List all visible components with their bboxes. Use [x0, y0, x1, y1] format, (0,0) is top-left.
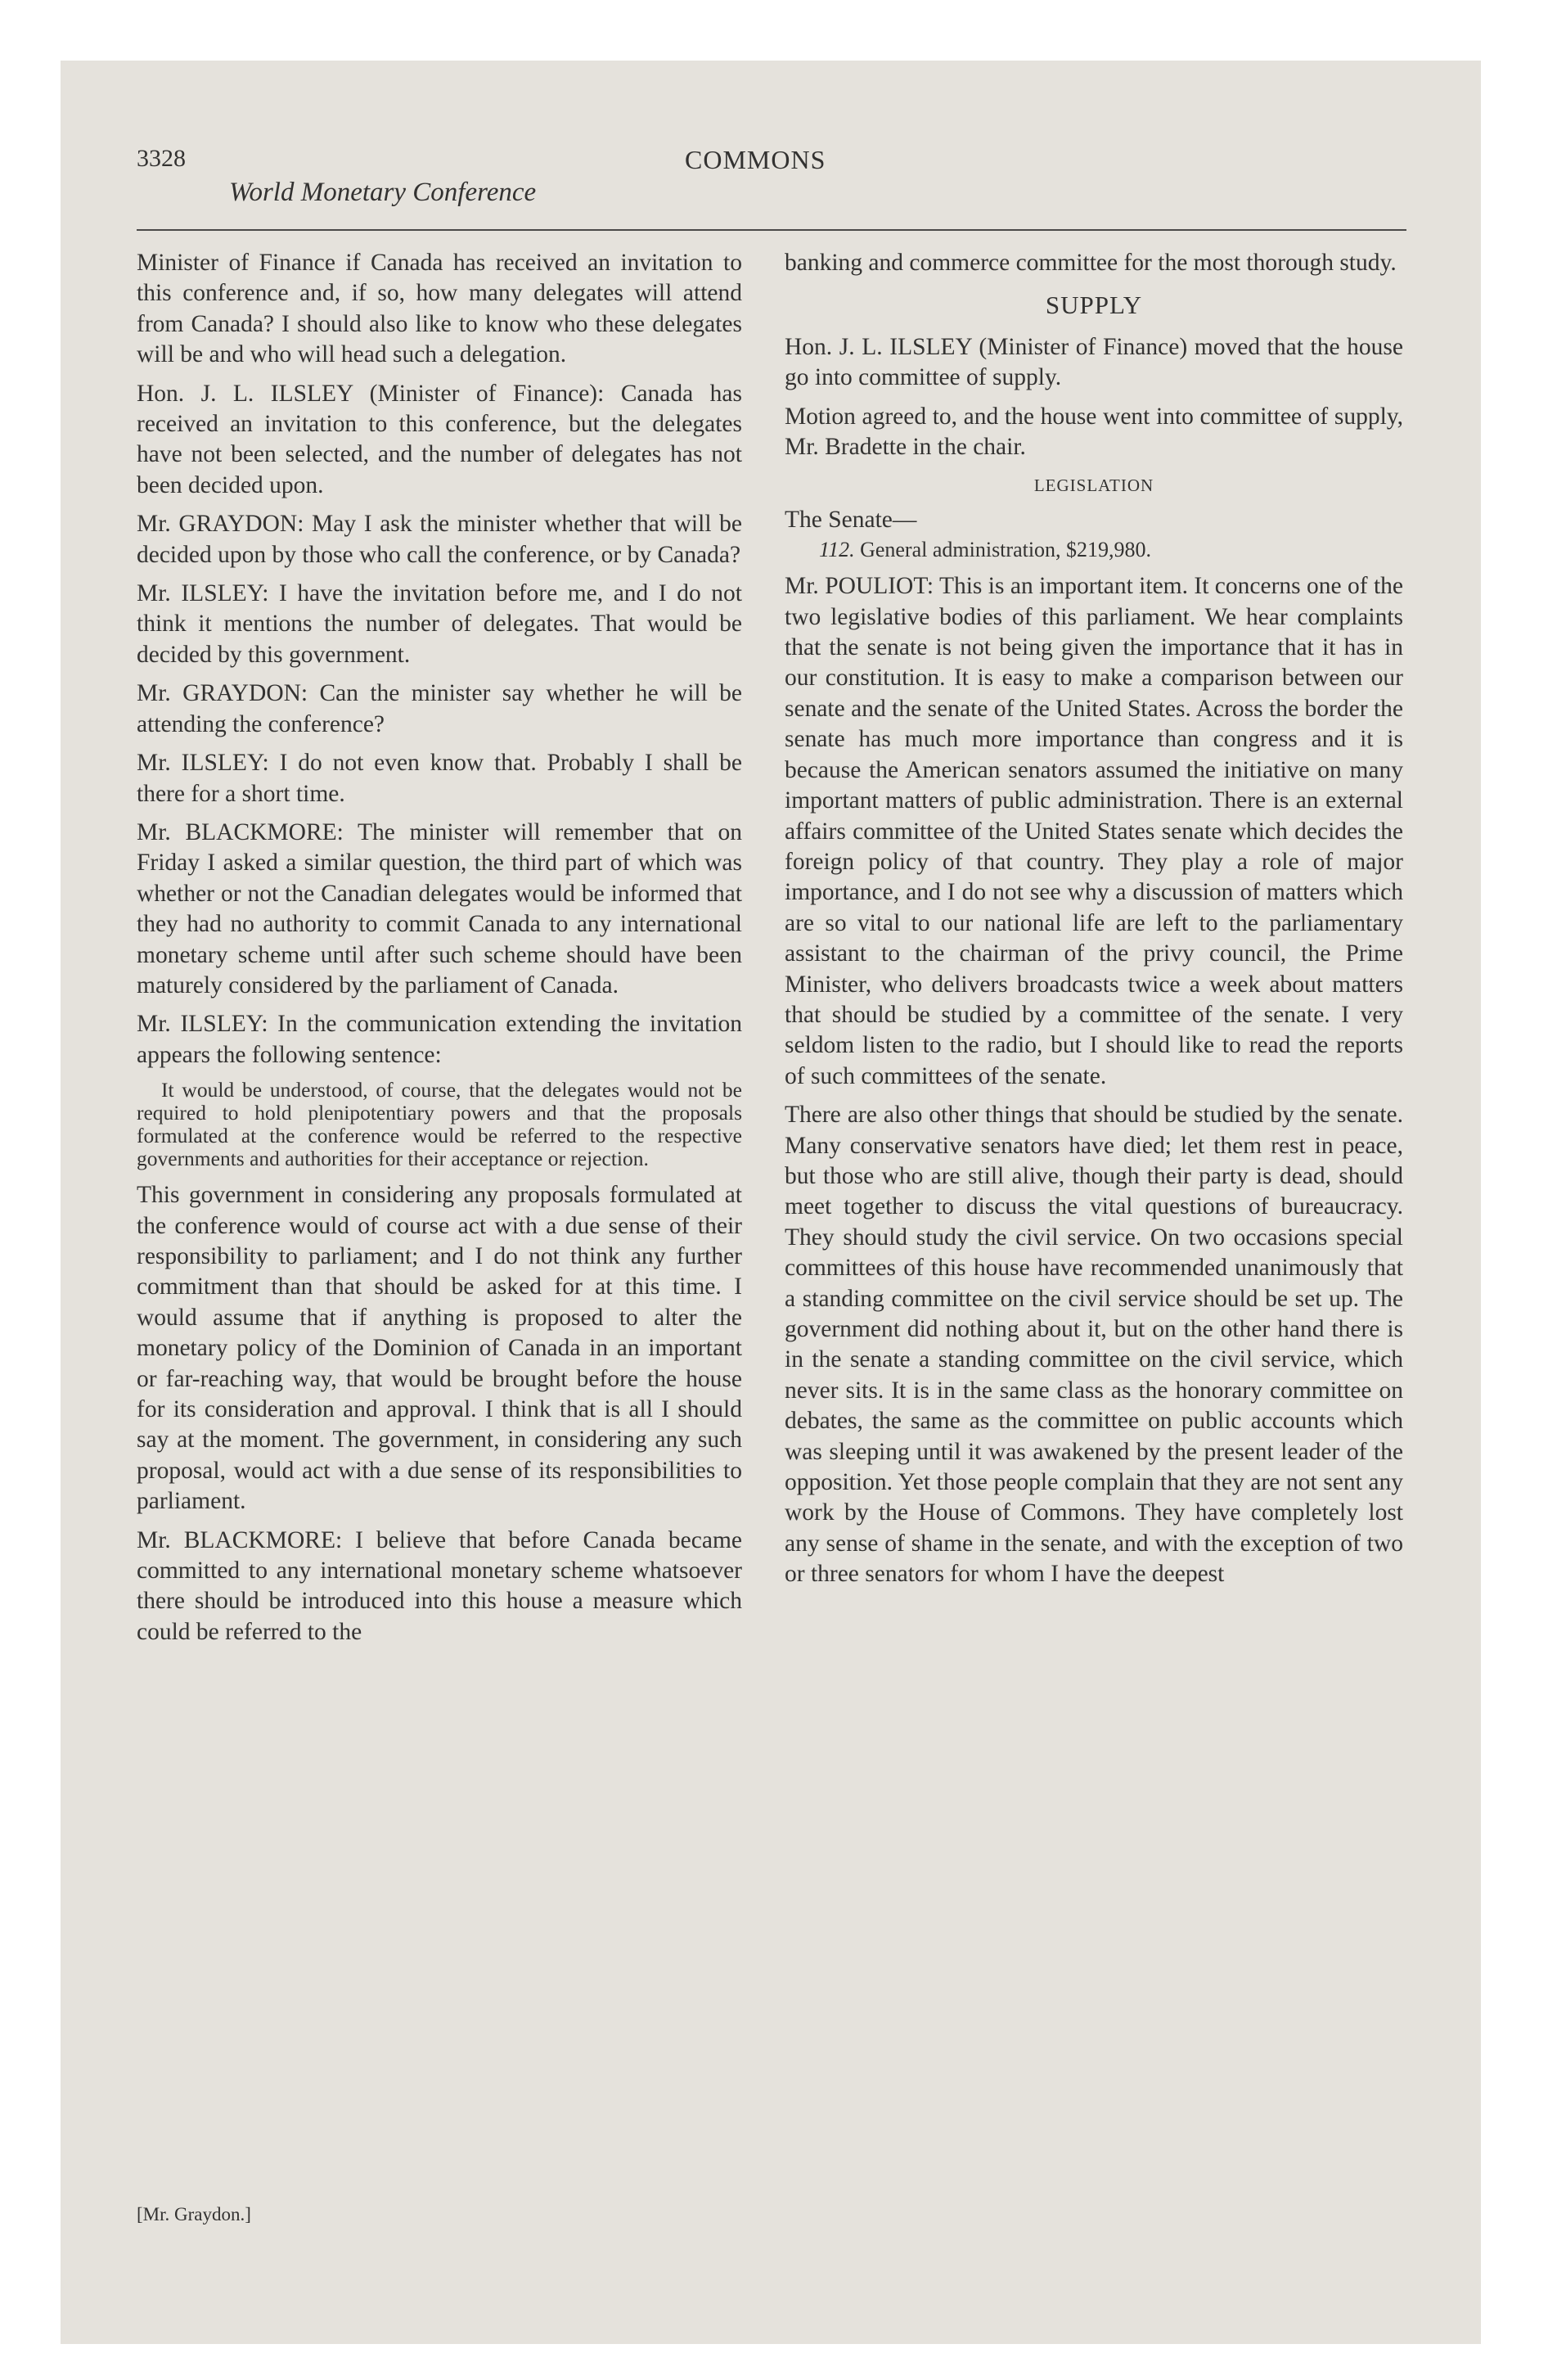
section-heading-supply: SUPPLY: [1045, 291, 1143, 320]
paragraph: Mr. ILSLEY: I do not even know that. Probably I shall be there for a short time.: [137, 750, 742, 807]
paragraph: There are also other things that should be studied by the senate. Many conservative senators have died; let them rest in peace, but those who are still alive, though their party is dead, should meet together to discuss the vital questions of bureaucracy. They should study the civil service. On two occasions special committees of this house have recommended unanimously that a standing committee on the civil service should be set up. The government did nothing about it, but on the other hand there is in the senate a standing committee on the civil service, which never sits. It is in the same class as the honorary committee on debates, the same as the committee on public accounts which was sleeping until it was awakened by the present leader of the opposition. Yet those people complain that they are not sent any work by the House of Commons. They have completely lost any sense of shame in the senate, and with the exception of two or three senators for whom I have the deepest: [785, 1102, 1403, 1588]
right-column: [785, 248, 1403, 1598]
paragraph: banking and commerce committee for the most thorough study.: [785, 250, 1397, 276]
block-quote: It would be understood, of course, that the delegates would not be required to hold plenipotentiary powers and that the proposals formulated at the conference would be referred to the respective governments and authorities for their acceptance or rejection.: [137, 1078, 742, 1171]
paragraph: Mr. BLACKMORE: The minister will remember that on Friday I asked a similar question, the third part of which was whether or not the Canadian delegates would be informed that they had no authority to commit Canada to any international monetary scheme until after such scheme should have been maturely considered by the parliament of Canada.: [137, 818, 742, 998]
header-rule: [137, 229, 1406, 231]
paragraph: Motion agreed to, and the house went into committee of supply, Mr. Bradette in the chair.: [785, 403, 1403, 461]
item-text: General administration, $219,980.: [860, 538, 1152, 562]
estimate-item: [819, 537, 1403, 563]
senate-label: The Senate—: [785, 506, 917, 533]
paragraph: Mr. GRAYDON: May I ask the minister whether that will be decided upon by those who call the conference, or by Canada?: [137, 511, 742, 568]
section-title: COMMONS: [685, 145, 826, 174]
paragraph: Mr. ILSLEY: I have the invitation before me, and I do not think it mentions the number of delegates. That would be decided by this government.: [137, 580, 742, 668]
document-page: [137, 135, 1406, 2230]
paragraph: This government in considering any proposals formulated at the conference would of course act with a due sense of their responsibility to parliament; and I do not think any further commitment than that should be asked for at this time. I would assume that if anything is proposed to alter the monetary policy of the Dominion of Canada in an important or far-reaching way, that would be brought before the house for its consideration and approval. I think that is all I should say at the moment. The government, in considering any such proposal, would act with a due sense of its responsibilities to parliament.: [137, 1182, 742, 1515]
item-number: 112.: [819, 538, 855, 562]
paragraph: Hon. J. L. ILSLEY (Minister of Finance): Canada has received an invitation to this conference, but the delegates have not been selected, and the number of delegates has not been decided upon.: [137, 380, 742, 498]
left-column: [137, 248, 742, 1656]
section-heading-legislation: LEGISLATION: [1033, 476, 1154, 496]
paragraph: Minister of Finance if Canada has received an invitation to this conference and, if so, how many delegates will attend from Canada? I should also like to know who these delegates will be and who will head such a delegation.: [137, 250, 742, 368]
paragraph: Mr. BLACKMORE: I believe that before Canada became committed to any international monetary scheme whatsoever there should be introduced into this house a measure which could be referred to the: [137, 1526, 742, 1645]
page-header: [137, 135, 1406, 225]
paragraph: Mr. ILSLEY: In the communication extending the invitation appears the following sentence:: [137, 1011, 742, 1068]
paragraph: Hon. J. L. ILSLEY (Minister of Finance) moved that the house go into committee of supply.: [785, 333, 1403, 391]
paragraph: Mr. GRAYDON: Can the minister say whether he will be attending the conference?: [137, 680, 742, 737]
running-title: World Monetary Conference: [229, 178, 537, 207]
paragraph: Mr. POULIOT: This is an important item. It concerns one of the two legislative bodies of this parliament. We hear complaints that the senate is not being given the importance that it has in our constitution. It is easy to make a comparison between our senate and the senate of the United States. Across the border the senate has much more importance than congress and it is because the American senators assumed the initiative on many important matters of public administration. There is an external affairs committee of the United States senate which decides the foreign policy of that country. They play a role of major importance, and I do not see why a discussion of matters which are so vital to our national life are left to the parliamentary assistant to the chairman of the privy council, the Prime Minister, who delivers broadcasts twice a week about matters that should be studied by a committee of the senate. I very seldom listen to the radio, but I should like to read the reports of such committees of the senate.: [785, 573, 1403, 1089]
speaker-footnote: [Mr. Graydon.]: [137, 2204, 251, 2224]
page-number: 3328: [137, 145, 186, 172]
